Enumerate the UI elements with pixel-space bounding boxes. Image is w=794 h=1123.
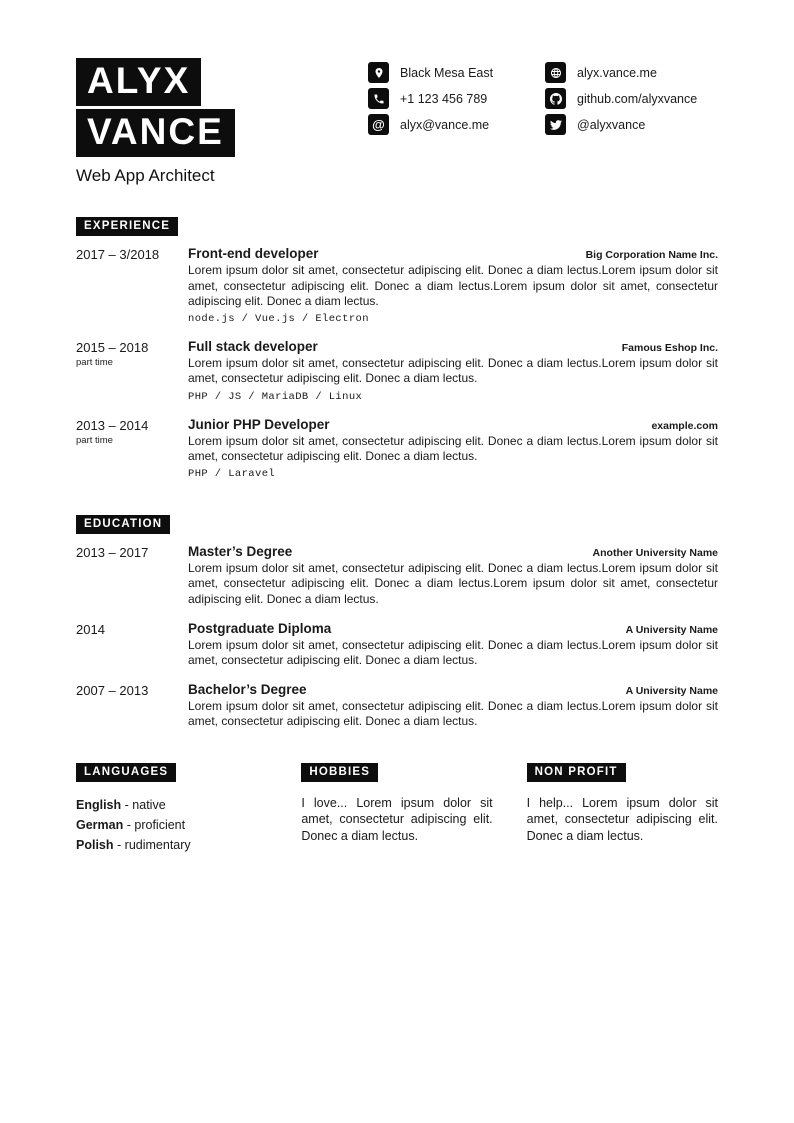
entry-body <box>188 621 718 668</box>
language-name: German <box>76 817 124 832</box>
university-name: A University Name <box>625 685 718 698</box>
university-name: A University Name <box>625 623 718 636</box>
github-icon <box>545 88 566 109</box>
education-section <box>76 514 718 730</box>
entry-header <box>188 246 718 261</box>
entry-body <box>188 417 718 480</box>
position-title: Junior PHP Developer <box>188 416 330 432</box>
experience-section <box>76 216 718 480</box>
at-sign-icon <box>368 114 389 135</box>
contact-github-value: github.com/alyxvance <box>577 91 698 106</box>
nonprofit-text: I help... Lorem ipsum dolor sit amet, consectetur adipiscing elit. Donec a diam lectus. <box>526 795 718 843</box>
language-row <box>76 815 267 835</box>
entry-dates-block <box>76 544 188 607</box>
entry-dates: 2013 – 2014 <box>76 417 149 433</box>
contact-website-value: alyx.vance.me <box>577 65 657 80</box>
globe-icon <box>545 62 566 83</box>
name-line-1-wrap <box>76 58 368 106</box>
language-separator: - <box>124 797 129 812</box>
entry-body <box>188 544 718 607</box>
skills-list: PHP / Laravel <box>188 468 276 481</box>
university-name: Another University Name <box>592 547 718 560</box>
company-name: Big Corporation Name Inc. <box>585 249 718 262</box>
contact-phone <box>368 88 545 109</box>
name-last: VANCE <box>76 109 235 157</box>
experience-entry <box>76 246 718 325</box>
phone-icon <box>368 88 389 109</box>
name-block <box>76 58 368 186</box>
education-section-badge: EDUCATION <box>76 515 170 534</box>
position-title: Full stack developer <box>188 339 318 355</box>
entry-header <box>188 682 718 697</box>
entry-dates: 2013 – 2017 <box>76 545 149 561</box>
hobbies-section-badge: HOBBIES <box>301 763 378 782</box>
entry-note: part time <box>76 357 113 369</box>
contact-email <box>368 114 545 135</box>
nonprofit-column <box>527 762 718 855</box>
contact-github <box>545 88 718 109</box>
entry-dates-block <box>76 339 188 402</box>
entry-dates: 2014 <box>76 621 105 637</box>
entry-dates-block <box>76 621 188 668</box>
language-separator: - <box>117 837 122 852</box>
company-name: Famous Eshop Inc. <box>621 342 718 355</box>
contact-twitter-value: @alyxvance <box>577 117 646 132</box>
name-line-2-wrap <box>76 106 368 157</box>
languages-column <box>76 762 267 855</box>
contact-location-value: Black Mesa East <box>400 65 494 80</box>
entry-body <box>188 339 718 402</box>
education-entry <box>76 682 718 729</box>
skills-list: PHP / JS / MariaDB / Linux <box>188 390 363 403</box>
entry-dates-block <box>76 682 188 729</box>
degree-title: Postgraduate Diploma <box>188 620 332 636</box>
entry-dates-block <box>76 246 188 325</box>
entry-header <box>188 339 718 354</box>
experience-entry <box>76 417 718 480</box>
entry-header <box>188 544 718 559</box>
contact-location <box>368 62 545 83</box>
language-level: proficient <box>134 817 186 832</box>
contact-column-2 <box>545 58 718 186</box>
hobbies-column <box>301 762 492 855</box>
language-name: English <box>76 797 122 812</box>
at-glyph: @ <box>372 117 385 132</box>
entry-header <box>188 417 718 432</box>
position-description: Lorem ipsum dolor sit amet, consectetur adipiscing elit. Donec a diam lectus.Lorem ipsum dolor sit amet, consectetur adipiscing elit. Donec a diam lectus. <box>188 433 718 463</box>
language-level: rudimentary <box>124 837 191 852</box>
experience-entry <box>76 339 718 402</box>
twitter-icon <box>545 114 566 135</box>
skills-list: node.js / Vue.js / Electron <box>188 313 369 326</box>
entry-body <box>188 682 718 729</box>
language-separator: - <box>126 817 131 832</box>
location-pin-icon <box>368 62 389 83</box>
position-description: Lorem ipsum dolor sit amet, consectetur adipiscing elit. Donec a diam lectus.Lorem ipsum dolor sit amet, consectetur adipiscing elit. Donec a diam lectus. <box>188 356 718 386</box>
entry-dates: 2015 – 2018 <box>76 340 149 356</box>
contact-column-1 <box>368 58 545 186</box>
contact-website <box>545 62 718 83</box>
position-title: Front-end developer <box>188 246 319 262</box>
contact-phone-value: +1 123 456 789 <box>400 91 488 106</box>
entry-note: part time <box>76 434 113 446</box>
languages-list <box>76 795 267 855</box>
bottom-sections <box>76 762 718 855</box>
degree-title: Master’s Degree <box>188 544 293 560</box>
header <box>76 58 718 186</box>
language-name: Polish <box>76 837 114 852</box>
education-entry <box>76 544 718 607</box>
education-entry <box>76 621 718 668</box>
language-level: native <box>132 797 166 812</box>
degree-description: Lorem ipsum dolor sit amet, consectetur adipiscing elit. Donec a diam lectus.Lorem ipsum dolor sit amet, consectetur adipiscing elit. Donec a diam lectus. <box>188 699 718 729</box>
entry-dates-block <box>76 417 188 480</box>
experience-section-badge: EXPERIENCE <box>76 217 178 236</box>
language-row <box>76 835 267 855</box>
company-name: example.com <box>651 419 718 432</box>
entry-dates: 2007 – 2013 <box>76 683 149 699</box>
job-title: Web App Architect <box>76 166 215 186</box>
nonprofit-section-badge: NON PROFIT <box>527 763 626 782</box>
entry-dates: 2017 – 3/2018 <box>76 247 160 263</box>
position-description: Lorem ipsum dolor sit amet, consectetur adipiscing elit. Donec a diam lectus.Lorem ipsum dolor sit amet, consectetur adipiscing elit. Donec a diam lectus.Lorem ipsum dolor sit amet, consectetur adipiscing elit. Donec a diam lectus. <box>188 263 718 308</box>
contact-email-value: alyx@vance.me <box>400 117 490 132</box>
contact-twitter <box>545 114 718 135</box>
degree-title: Bachelor’s Degree <box>188 682 307 698</box>
hobbies-text: I love... Lorem ipsum dolor sit amet, consectetur adipiscing elit. Donec a diam lectus. <box>301 795 493 843</box>
language-row <box>76 795 267 815</box>
degree-description: Lorem ipsum dolor sit amet, consectetur adipiscing elit. Donec a diam lectus.Lorem ipsum dolor sit amet, consectetur adipiscing elit. Donec a diam lectus.Lorem ipsum dolor sit amet, consectetur adipiscing elit. Donec a diam lectus. <box>188 561 718 606</box>
entry-body <box>188 246 718 325</box>
name-first: ALYX <box>76 58 201 106</box>
languages-section-badge: LANGUAGES <box>76 763 176 782</box>
entry-header <box>188 621 718 636</box>
degree-description: Lorem ipsum dolor sit amet, consectetur adipiscing elit. Donec a diam lectus.Lorem ipsum dolor sit amet, consectetur adipiscing elit. Donec a diam lectus. <box>188 637 718 668</box>
